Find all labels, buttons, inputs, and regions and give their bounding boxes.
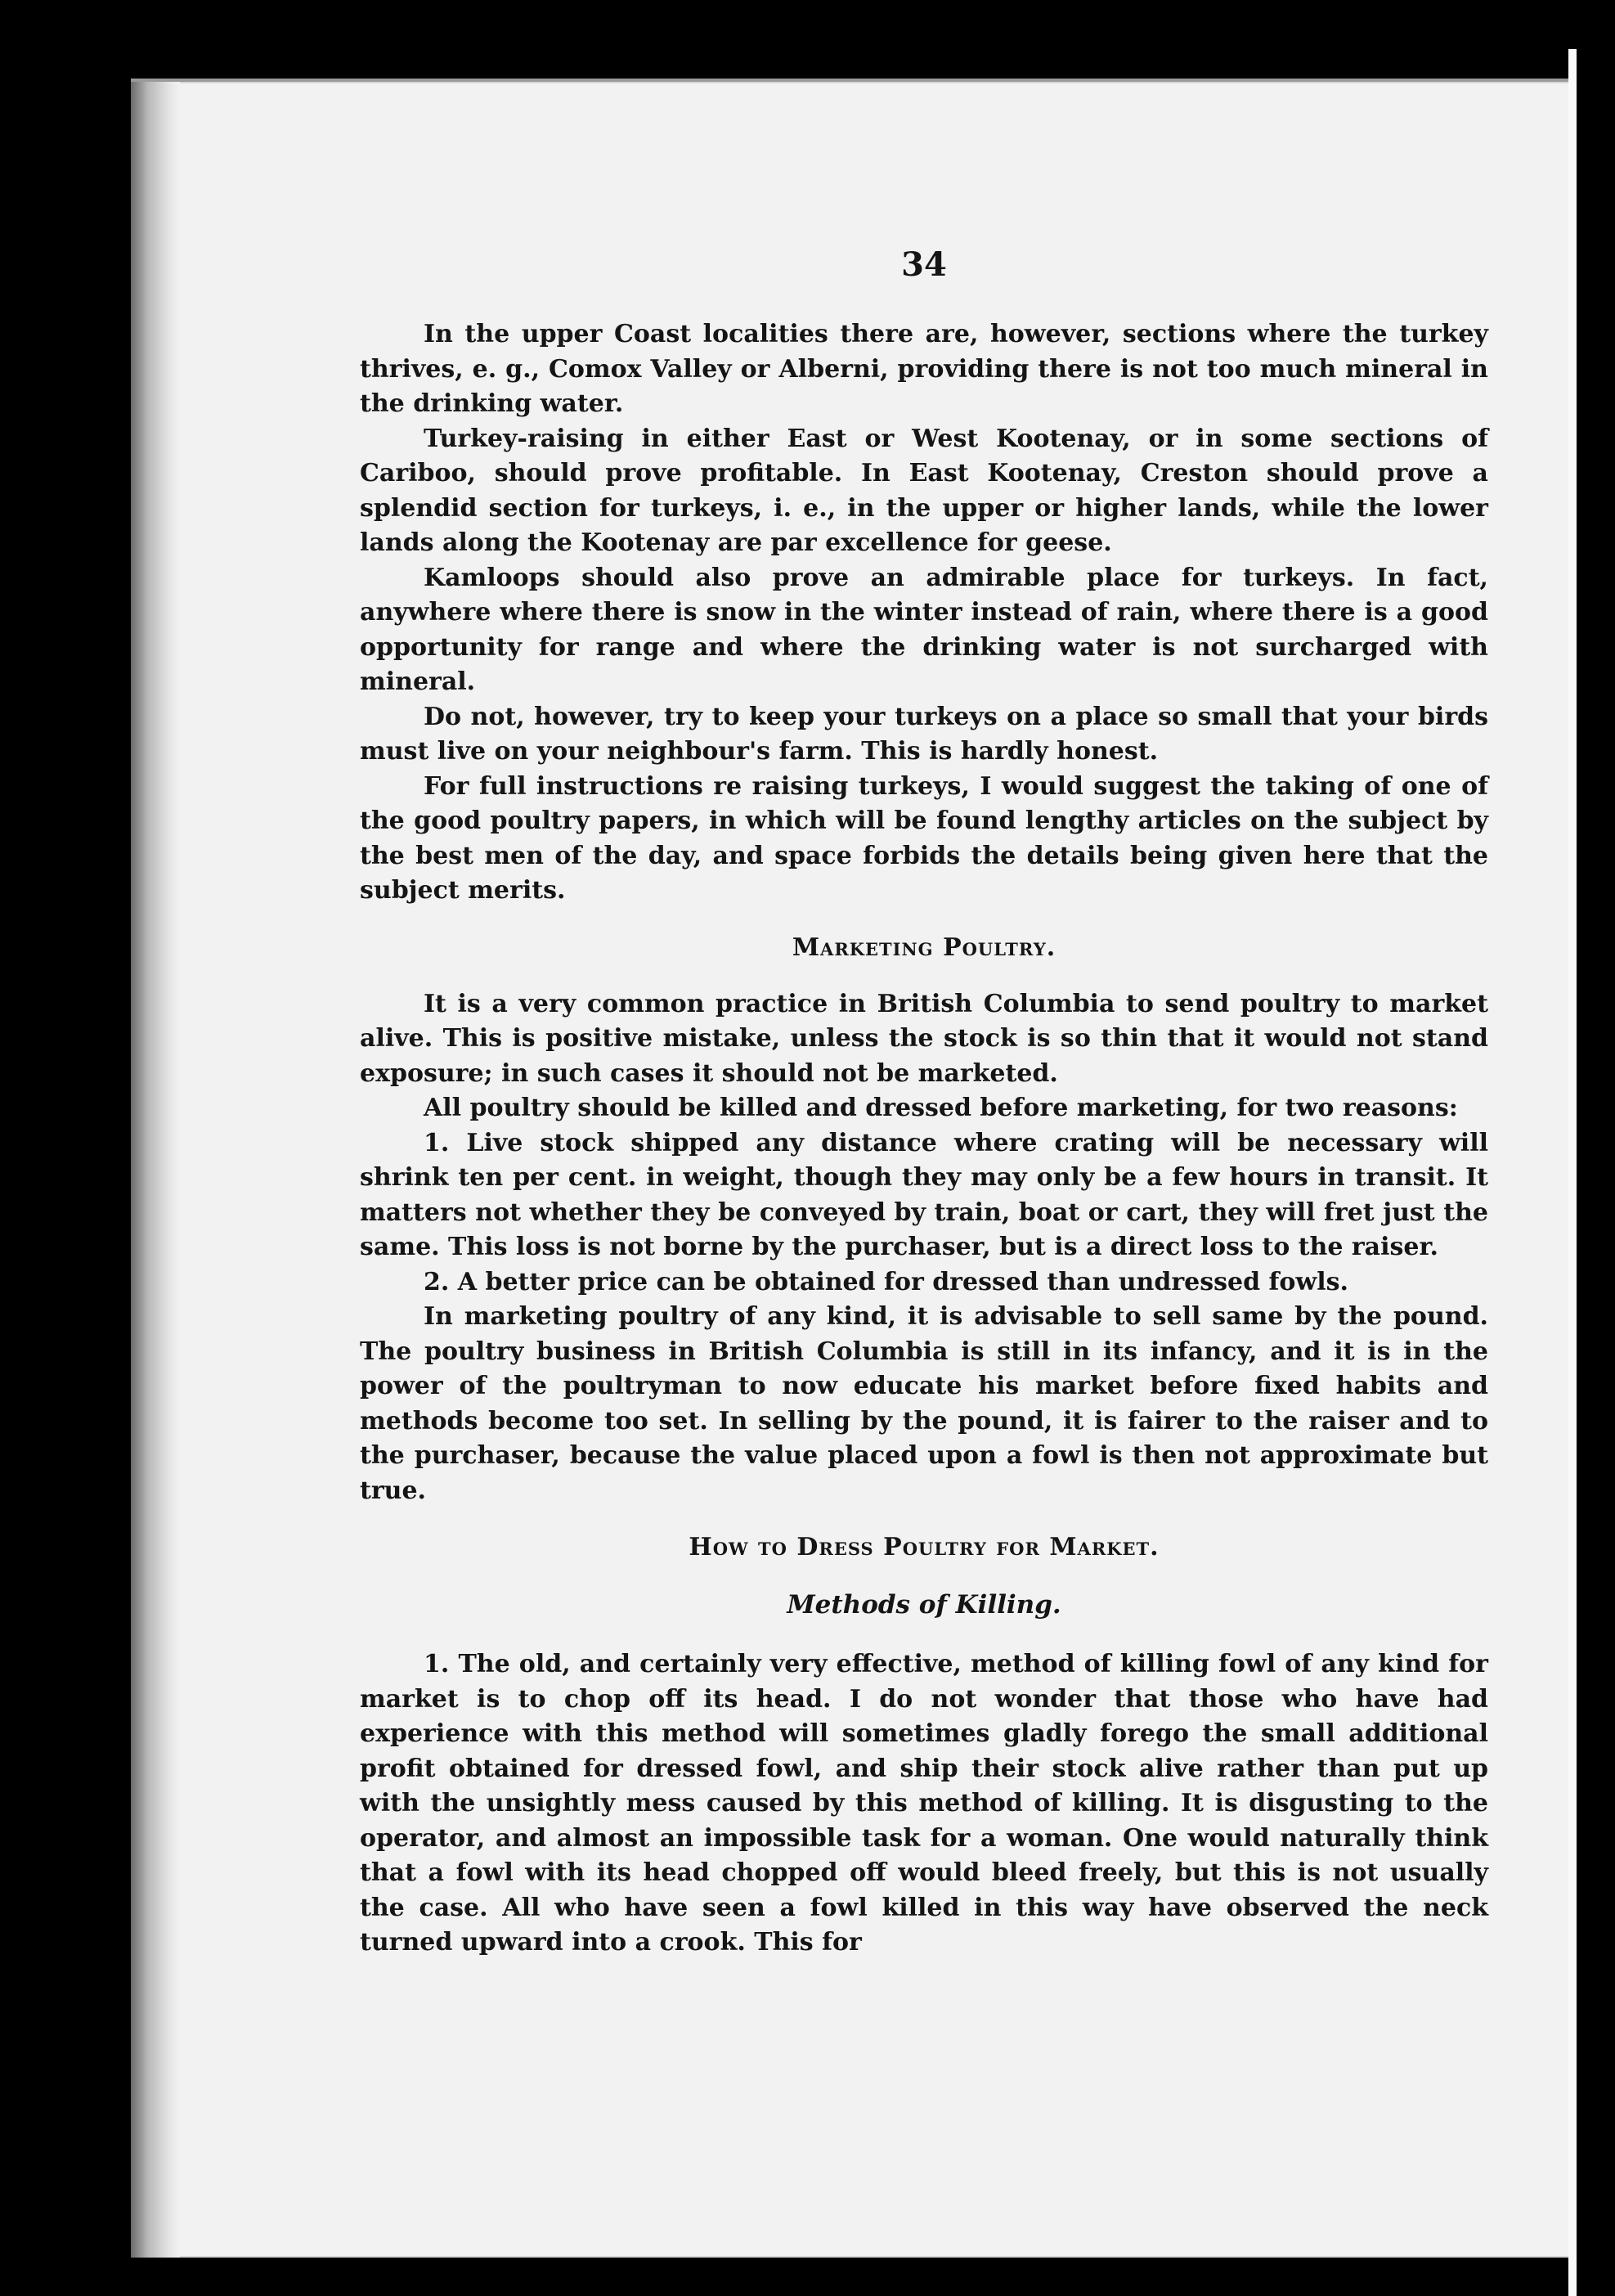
paragraph: In the upper Coast localities there are, however, sections where the turkey thrives, e. g., Comox Valley or Alberni, providing there is not too much mineral in the drinking water.: [360, 320, 1488, 418]
paragraph: It is a very common practice in British Columbia to send poultry to market alive. This is positive mistake, unless the stock is so thin that it would not stand exposure; in such cases it should not be marketed.: [360, 989, 1488, 1088]
paragraph: Do not, however, try to keep your turkeys on a place so small that your birds must live on your neighbour's farm. This is hardly honest.: [360, 702, 1488, 766]
paragraph: 1. Live stock shipped any distance where crating will be necessary will shrink ten per cent. in weight, though they may only be a few hours in transit. It matters not whether they be conveyed by train, boat or cart, they will fret just the same. This loss is not borne by the purchaser, but is a direct loss to the raiser.: [360, 1128, 1488, 1261]
page-gutter-shadow: [131, 82, 180, 2258]
paragraph: Turkey-raising in either East or West Kootenay, or in some sections of Cariboo, should prove profitable. In East Kootenay, Creston should prove a splendid section for turkeys, i. e., in the upper or higher lands, while the lower lands along the Kootenay are par excellence for geese.: [360, 424, 1488, 557]
paragraph: 2. A better price can be obtained for dressed than undressed fowls.: [424, 1267, 1348, 1296]
paragraph: 1. The old, and certainly very effective, method of killing fowl of any kind for market is to chop off its head. I do not wonder that those who have had experience with this method will sometimes gladly forego the small additional profit obtained for dressed fowl, and ship their stock alive rather than put up with the unsightly mess caused by this method of killing. It is disgusting to the operator, and almost an impossible task for a woman. One would naturally think that a fowl with its head chopped off would bleed freely, but this is not usually the case. All who have seen a fowl killed in this way have observed the neck turned upward into a crook. This for: [360, 1650, 1488, 1957]
paragraph: Kamloops should also prove an admirable place for turkeys. In fact, anywhere where there is snow in the winter instead of rain, where there is a good opportunity for range and where the drinking water is not surcharged with mineral.: [360, 563, 1488, 696]
paragraph: All poultry should be killed and dressed before marketing, for two reasons:: [424, 1094, 1458, 1122]
paragraph: For full instructions re raising turkeys, I would suggest the taking of one of the good poultry papers, in which will be found lengthy articles on the subject by the best men of the day, and space forbids the details being given here that the subject merits.: [360, 771, 1488, 905]
section-heading-marketing: Marketing Poultry.: [792, 932, 1056, 962]
paragraph: In marketing poultry of any kind, it is advisable to sell same by the pound. The poultry business in British Columbia is still in its infancy, and it is in the power of the poultryman to now educate his market before fixed habits and methods become too set. In selling by the pound, it is fairer to the raiser and to the purchaser, because the value placed upon a fowl is then not approximate but true.: [360, 1302, 1488, 1505]
page-number: 34: [901, 245, 947, 284]
page-content: [360, 245, 1488, 1961]
section-heading-dress: How to Dress Poultry for Market.: [689, 1533, 1160, 1561]
subsection-heading-killing: Methods of Killing.: [787, 1590, 1061, 1620]
page-right-edge: [1568, 49, 1577, 2296]
